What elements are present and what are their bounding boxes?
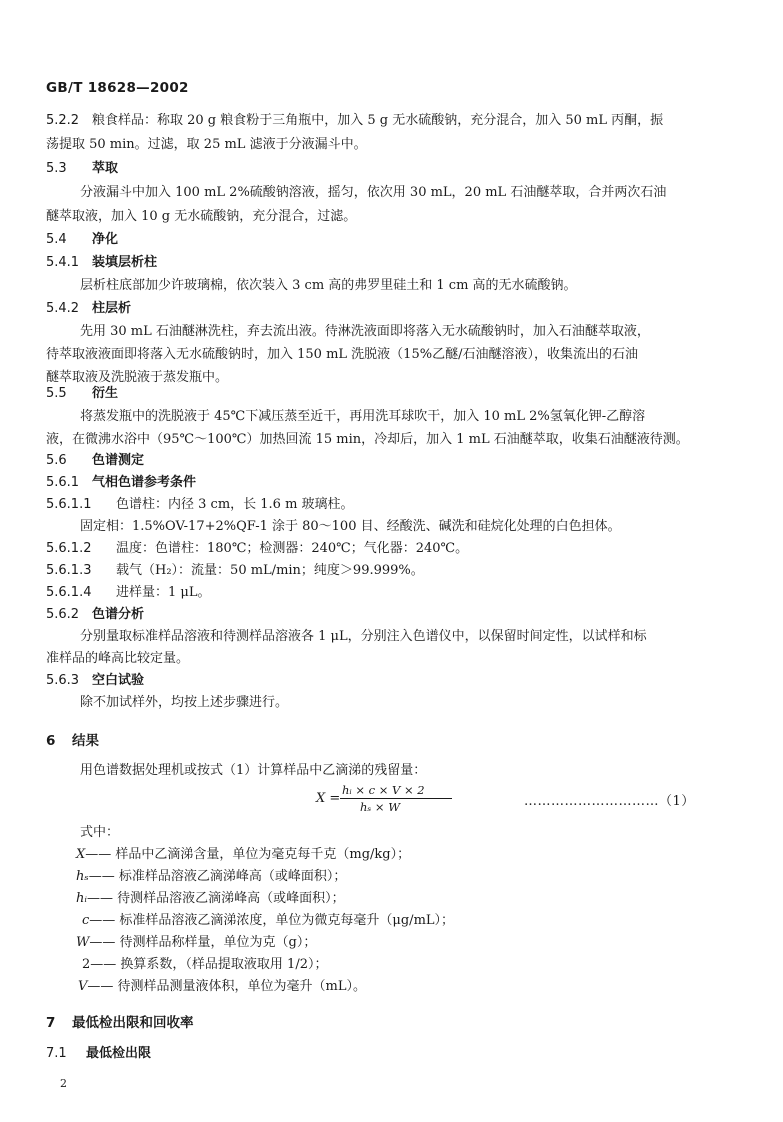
paragraph-line: 固定相：1.5%OV-17+2%QF-1 涂于 80～100 目、经酸洗、碱洗和硅烷化处理的白色担体。 [80,519,621,534]
page-number: 2 [60,1077,67,1090]
definition-text: —— 待测样品测量液体积，单位为毫升（mL）。 [87,979,366,994]
section-title: 结果 [72,733,99,749]
paragraph-line: 液，在微沸水浴中（95℃～100℃）加热回流 15 min，冷却后，加入 1 mL 石油醚萃取，收集石油醚液待测。 [46,432,689,447]
section-number: 7 [46,1015,56,1031]
section-number: 5.4.1 [46,255,80,270]
paragraph-line: 粮食样品：称取 20 g 粮食粉于三角瓶中，加入 5 g 无水硫酸钠，充分混合，加入 50 mL 丙酮，振 [92,113,664,128]
paragraph-line: 用色谱数据处理机或按式（1）计算样品中乙滴涕的残留量： [80,763,427,778]
section-title: 最低检出限和回收率 [72,1015,194,1031]
section-number: 5.6.1.1 [46,497,92,512]
paragraph-line: 荡提取 50 min。过滤，取 25 mL 滤液于分液漏斗中。 [46,137,367,152]
definition-symbol: c [82,913,90,928]
definition-text: —— 换算系数，（样品提取液取用 1/2）； [90,957,328,972]
section-title: 净化 [92,232,119,247]
section-5-6-1-heading [46,474,196,492]
section-7-1-heading [46,1045,151,1063]
section-number: 5.6.1.4 [46,585,92,600]
section-title: 柱层析 [92,301,132,316]
definition-text: —— 待测样品称样量，单位为克（g）； [89,935,317,950]
definition-text: —— 待测样品溶液乙滴涕峰高（或峰面积）； [87,891,345,906]
paragraph-line: 温度：色谱柱：180℃；检测器：240℃；气化器：240℃。 [116,541,469,556]
section-title: 气相色谱参考条件 [92,475,197,490]
section-7-heading [46,1014,194,1032]
formula-numerator: hᵢ × c × V × 2 [342,783,425,797]
section-5-4-1-heading [46,254,157,272]
formula-lhs: X = [316,791,341,806]
definition-text: —— 标准样品溶液乙滴涕浓度，单位为微克每毫升（μg/mL）； [89,913,455,928]
paragraph-line: 分别量取标准样品溶液和待测样品溶液各 1 μL，分别注入色谱仪中，以保留时间定性，以试样和标 [80,629,647,644]
definition-symbol: W [76,935,90,950]
section-number: 5.4.2 [46,301,80,316]
paragraph-line: 进样量：1 μL。 [116,585,211,600]
section-5-6-1-1 [46,496,354,514]
definition-item [76,934,316,952]
section-number: 5.6 [46,453,67,468]
paragraph-line: 将蒸发瓶中的洗脱液于 45℃下减压蒸至近干，再用洗耳球吹干，加入 10 mL 2%氢氧化钾-乙醇溶 [80,409,646,424]
paragraph-line: 层析柱底部加少许玻璃棉，依次装入 3 cm 高的弗罗里硅土和 1 cm 高的无水硫酸钠。 [80,278,577,293]
paragraph-line: 先用 30 mL 石油醚淋洗柱，弃去流出液。待淋洗液面即将落入无水硫酸钠时，加入石油醚萃取液， [80,324,650,339]
definition-item [82,956,327,974]
definition-item [82,912,454,930]
paragraph-line: 待萃取液液面即将落入无水硫酸钠时，加入 150 mL 洗脱液（15%乙醚/石油醚溶液），收集流出的石油 [46,347,638,362]
formula-denominator: hₛ × W [360,800,401,814]
definition-item [78,978,366,996]
definition-symbol: 2 [82,957,91,972]
section-title: 空白试验 [92,673,145,688]
section-6-heading [46,732,99,750]
section-title: 萃取 [92,161,119,176]
definition-text: —— 样品中乙滴涕含量，单位为毫克每千克（mg/kg）； [85,847,411,862]
section-5-6-3-heading [46,672,144,690]
standard-id: GB/T 18628—2002 [46,80,189,96]
section-5-6-1-2 [46,540,468,558]
section-number: 5.3 [46,161,67,176]
section-number: 5.6.3 [46,673,80,688]
section-number: 5.6.1 [46,475,80,490]
section-5-4-2-heading [46,300,131,318]
definition-symbol: X [76,847,86,862]
section-5-6-2-heading [46,606,144,624]
definition-symbol: hₛ [76,869,89,884]
paragraph-line: 色谱柱：内径 3 cm，长 1.6 m 玻璃柱。 [116,497,354,512]
section-5-6-1-3 [46,562,424,580]
equation-number: …………………………（1） [524,794,695,809]
definition-item [76,868,346,886]
section-number: 7.1 [46,1046,67,1061]
section-5-6-1-4 [46,584,211,602]
paragraph-line: 醚萃取液，加入 10 g 无水硫酸钠，充分混合，过滤。 [46,209,357,224]
section-title: 装填层析柱 [92,255,158,270]
section-5-3-heading [46,160,118,178]
section-5-6-heading [46,452,144,470]
section-title: 色谱测定 [92,453,145,468]
definition-symbol: hᵢ [76,891,87,906]
section-5-2-2 [46,112,663,130]
paragraph-line: 分液漏斗中加入 100 mL 2%硫酸钠溶液，摇匀，依次用 30 mL，20 mL 石油醚萃取，合并两次石油 [80,185,667,200]
section-number: 5.6.2 [46,607,80,622]
section-5-5-heading [46,385,118,403]
definition-item [76,890,345,908]
formula-1 [316,783,456,813]
definition-symbol: V [78,979,88,994]
section-title: 衍生 [92,386,119,401]
definition-item [76,846,410,864]
section-title: 色谱分析 [92,607,145,622]
section-number: 5.6.1.2 [46,541,92,556]
section-5-4-heading [46,231,118,249]
section-number: 5.4 [46,232,67,247]
where-label: 式中： [80,825,120,840]
section-number: 5.5 [46,386,67,401]
paragraph-line: 载气（H₂）：流量：50 mL/min；纯度＞99.999%。 [116,563,424,578]
section-number: 5.2.2 [46,113,80,128]
section-number: 5.6.1.3 [46,563,92,578]
paragraph-line: 醚萃取液及洗脱液于蒸发瓶中。 [46,370,229,385]
paragraph-line: 除不加试样外，均按上述步骤进行。 [80,695,289,710]
fraction-bar [340,798,452,799]
section-number: 6 [46,733,56,749]
paragraph-line: 准样品的峰高比较定量。 [46,651,190,666]
definition-text: —— 标准样品溶液乙滴涕峰高（或峰面积）； [88,869,347,884]
section-title: 最低检出限 [86,1046,152,1061]
